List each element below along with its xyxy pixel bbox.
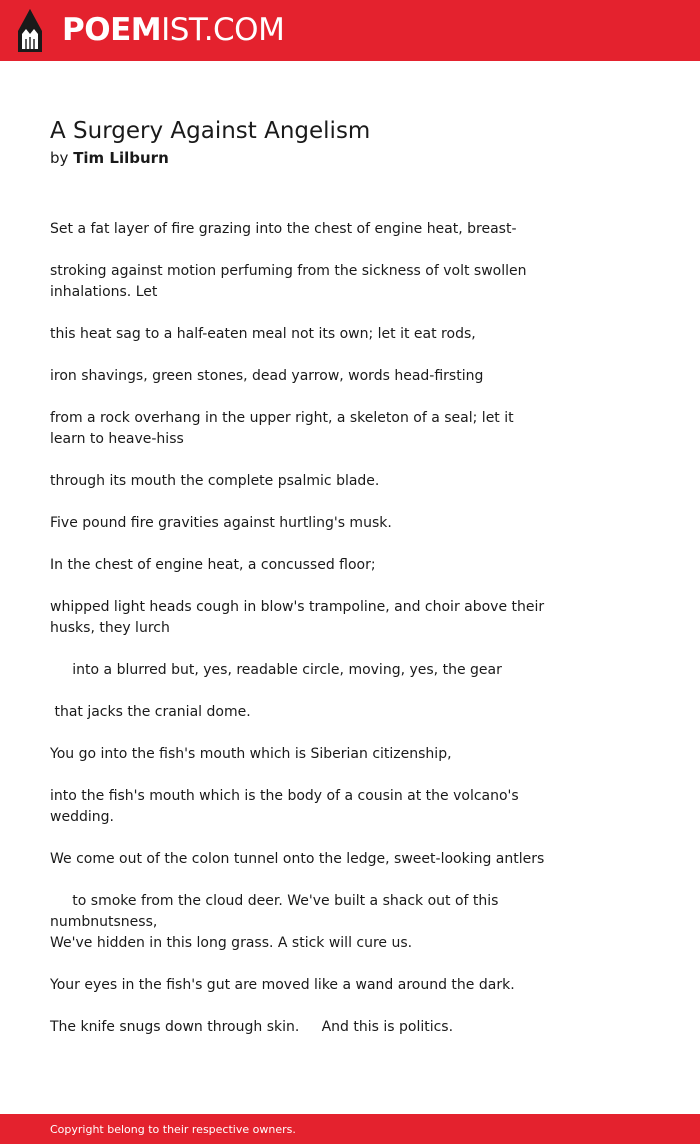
site-logo[interactable] (62, 12, 284, 48)
poem-line: You go into the fish's mouth which is Siberian citizenship, (50, 746, 452, 762)
poem-line: this heat sag to a half-eaten meal not its own; let it eat rods, (50, 326, 476, 342)
poem-line: We come out of the colon tunnel onto the ledge, sweet-looking antlers (50, 851, 545, 867)
copyright-text: Copyright belong to their respective owners. (50, 1123, 296, 1136)
poem-line: through its mouth the complete psalmic blade. (50, 473, 380, 489)
site-footer (0, 1114, 700, 1144)
poem-line: into a blurred but, yes, readable circle, moving, yes, the gear (50, 662, 502, 678)
poem-line: into the fish's mouth which is the body of a cousin at the volcano's wedding. (50, 788, 524, 825)
poem-line: that jacks the cranial dome. (50, 704, 251, 720)
byline (50, 148, 169, 168)
by-label: by (50, 149, 69, 167)
poem-line: to smoke from the cloud deer. We've built a shack out of this numbnutsness, We've hidden in this long grass. A stick will cure us. (50, 893, 499, 951)
pencil-icon[interactable] (17, 9, 43, 52)
poem-title: A Surgery Against Angelism (50, 118, 371, 144)
poem-line: Set a fat layer of fire grazing into the chest of engine heat, breast- (50, 221, 517, 237)
logo-light-text: IST.COM (161, 12, 285, 48)
poem-line: stroking against motion perfuming from the sickness of volt swollen inhalations. Let (50, 263, 531, 300)
logo-bold-text: POEM (62, 12, 162, 48)
poem-line: In the chest of engine heat, a concussed floor; (50, 557, 376, 573)
site-header (0, 0, 700, 61)
poem-body (50, 219, 550, 1059)
poem-line: from a rock overhang in the upper right, a skeleton of a seal; let it learn to heave-hiss (50, 410, 519, 447)
poem-line: The knife snugs down through skin. And this is politics. (50, 1019, 454, 1035)
poem-line: Five pound fire gravities against hurtling's musk. (50, 515, 392, 531)
author-name: Tim Lilburn (73, 149, 169, 167)
poem-line: whipped light heads cough in blow's trampoline, and choir above their husks, they lurch (50, 599, 549, 636)
poem-line: iron shavings, green stones, dead yarrow, words head-firsting (50, 368, 484, 384)
poem-line: Your eyes in the fish's gut are moved like a wand around the dark. (50, 977, 515, 993)
